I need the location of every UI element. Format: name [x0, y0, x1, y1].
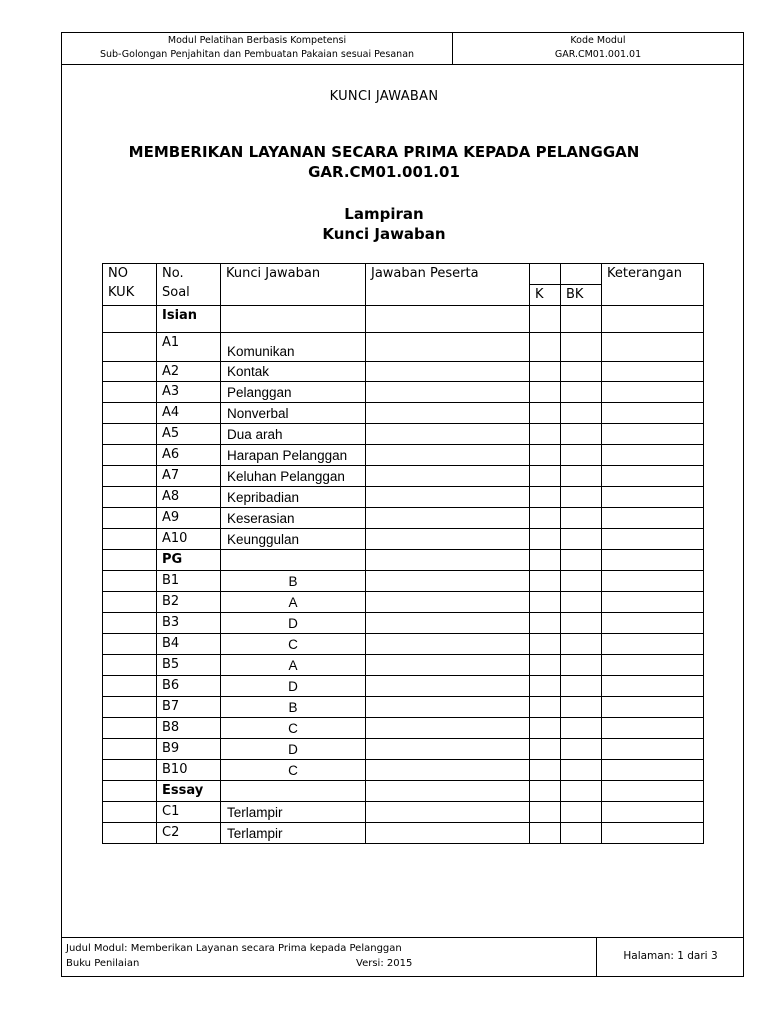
cell-keterangan [602, 306, 704, 333]
cell-bk [561, 676, 602, 697]
cell-keterangan [602, 424, 704, 445]
cell-peserta [366, 781, 530, 802]
cell-no-kuk [103, 697, 157, 718]
cell-no-soal: B7 [157, 697, 221, 718]
cell-keterangan [602, 445, 704, 466]
appendix-label: Lampiran [344, 205, 424, 223]
cell-bk [561, 508, 602, 529]
cell-bk [561, 802, 602, 823]
cell-keterangan [602, 802, 704, 823]
cell-k [530, 718, 561, 739]
col-header-keterangan: Keterangan [602, 264, 704, 306]
section-heading: KUNCI JAWABAN [329, 89, 439, 104]
cell-bk [561, 306, 602, 333]
cell-k [530, 802, 561, 823]
cell-k [530, 571, 561, 592]
table-row [103, 823, 704, 844]
cell-no-soal: PG [157, 550, 221, 571]
cell-no-kuk [103, 333, 157, 362]
cell-k [530, 466, 561, 487]
cell-keterangan [602, 823, 704, 844]
table-row [103, 655, 704, 676]
page-header [61, 32, 744, 65]
cell-kunci: Nonverbal [221, 403, 366, 424]
col-header-peserta: Jawaban Peserta [366, 264, 530, 306]
table-row [103, 802, 704, 823]
cell-peserta [366, 823, 530, 844]
cell-bk [561, 403, 602, 424]
table-row [103, 529, 704, 550]
cell-k [530, 529, 561, 550]
cell-peserta [366, 445, 530, 466]
cell-peserta [366, 613, 530, 634]
col-header-no-kuk [103, 264, 157, 306]
document-title-code: GAR.CM01.001.01 [308, 163, 460, 181]
cell-kunci: A [221, 655, 366, 676]
cell-kunci: Komunikan [221, 333, 366, 362]
table-row [103, 306, 704, 333]
cell-no-soal: B6 [157, 676, 221, 697]
col-header-k-top [530, 264, 561, 285]
cell-no-kuk [103, 823, 157, 844]
cell-kunci: D [221, 739, 366, 760]
cell-peserta [366, 550, 530, 571]
cell-peserta [366, 487, 530, 508]
cell-bk [561, 382, 602, 403]
cell-no-soal: A10 [157, 529, 221, 550]
cell-no-soal: B2 [157, 592, 221, 613]
cell-keterangan [602, 362, 704, 382]
cell-no-kuk [103, 306, 157, 333]
cell-keterangan [602, 634, 704, 655]
table-row [103, 508, 704, 529]
table-row [103, 445, 704, 466]
cell-bk [561, 592, 602, 613]
cell-peserta [366, 592, 530, 613]
cell-k [530, 592, 561, 613]
cell-keterangan [602, 571, 704, 592]
cell-k [530, 445, 561, 466]
table-header-row [103, 264, 704, 285]
table-row [103, 424, 704, 445]
table-row [103, 550, 704, 571]
cell-kunci [221, 306, 366, 333]
cell-no-kuk [103, 508, 157, 529]
header-module-title: Modul Pelatihan Berbasis Kompetensi [167, 35, 347, 46]
col-header-no-soal [157, 264, 221, 306]
cell-no-kuk [103, 445, 157, 466]
cell-k [530, 739, 561, 760]
cell-k [530, 760, 561, 781]
cell-keterangan [602, 550, 704, 571]
cell-kunci: Terlampir [221, 823, 366, 844]
cell-k [530, 781, 561, 802]
cell-kunci: C [221, 760, 366, 781]
cell-k [530, 550, 561, 571]
cell-no-kuk [103, 802, 157, 823]
cell-bk [561, 823, 602, 844]
cell-k [530, 823, 561, 844]
footer-page-number: Halaman: 1 dari 3 [623, 950, 718, 962]
cell-keterangan [602, 676, 704, 697]
cell-bk [561, 445, 602, 466]
cell-peserta [366, 382, 530, 403]
cell-no-kuk [103, 382, 157, 403]
header-module-info [62, 33, 453, 64]
cell-no-kuk [103, 592, 157, 613]
cell-peserta [366, 571, 530, 592]
table-row [103, 487, 704, 508]
cell-peserta [366, 655, 530, 676]
cell-no-soal: A1 [157, 333, 221, 362]
cell-no-soal: A6 [157, 445, 221, 466]
cell-peserta [366, 718, 530, 739]
col-header-bk: BK [561, 285, 602, 306]
cell-no-kuk [103, 362, 157, 382]
cell-kunci: Dua arah [221, 424, 366, 445]
document-title-line1: MEMBERIKAN LAYANAN SECARA PRIMA KEPADA PELANGGAN [128, 143, 640, 161]
cell-no-kuk [103, 466, 157, 487]
header-code-label: Kode Modul [570, 35, 626, 46]
cell-no-soal: B1 [157, 571, 221, 592]
cell-k [530, 403, 561, 424]
cell-no-kuk [103, 529, 157, 550]
cell-kunci: Harapan Pelanggan [221, 445, 366, 466]
cell-keterangan [602, 613, 704, 634]
cell-bk [561, 697, 602, 718]
cell-bk [561, 529, 602, 550]
cell-bk [561, 739, 602, 760]
cell-peserta [366, 760, 530, 781]
cell-keterangan [602, 718, 704, 739]
cell-bk [561, 634, 602, 655]
cell-no-soal: A3 [157, 382, 221, 403]
appendix-subtitle: Kunci Jawaban [322, 225, 446, 243]
cell-no-kuk [103, 718, 157, 739]
cell-peserta [366, 424, 530, 445]
cell-peserta [366, 802, 530, 823]
cell-k [530, 655, 561, 676]
cell-keterangan [602, 739, 704, 760]
cell-kunci: B [221, 697, 366, 718]
table-row [103, 362, 704, 382]
cell-no-soal: Isian [157, 306, 221, 333]
cell-no-kuk [103, 424, 157, 445]
cell-no-soal: B5 [157, 655, 221, 676]
cell-k [530, 424, 561, 445]
cell-kunci: A [221, 592, 366, 613]
cell-no-kuk [103, 655, 157, 676]
cell-peserta [366, 508, 530, 529]
cell-bk [561, 362, 602, 382]
cell-no-soal: B8 [157, 718, 221, 739]
cell-keterangan [602, 466, 704, 487]
table-row [103, 760, 704, 781]
col-header-k: K [530, 285, 561, 306]
table-row [103, 333, 704, 362]
header-module-code [453, 33, 743, 64]
cell-keterangan [602, 781, 704, 802]
table-row [103, 676, 704, 697]
cell-peserta [366, 739, 530, 760]
table-body [103, 306, 704, 844]
cell-peserta [366, 634, 530, 655]
cell-no-soal: C2 [157, 823, 221, 844]
cell-peserta [366, 697, 530, 718]
cell-peserta [366, 333, 530, 362]
col-header-no-label: No. [162, 266, 184, 281]
cell-kunci: B [221, 571, 366, 592]
col-header-soal-label: Soal [162, 285, 190, 300]
table-row [103, 571, 704, 592]
cell-no-soal: B9 [157, 739, 221, 760]
cell-keterangan [602, 487, 704, 508]
table-row [103, 697, 704, 718]
footer-book: Buku Penilaian [66, 958, 140, 969]
table-row [103, 739, 704, 760]
cell-k [530, 382, 561, 403]
cell-no-kuk [103, 760, 157, 781]
cell-no-kuk [103, 634, 157, 655]
col-header-kunci: Kunci Jawaban [221, 264, 366, 306]
cell-kunci: D [221, 613, 366, 634]
cell-no-soal: Essay [157, 781, 221, 802]
header-sub-group: Sub-Golongan Penjahitan dan Pembuatan Pakaian sesuai Pesanan [99, 49, 415, 60]
cell-bk [561, 655, 602, 676]
table-row [103, 634, 704, 655]
cell-no-kuk [103, 739, 157, 760]
col-header-no: NO [108, 266, 128, 281]
answer-key-table [102, 263, 704, 844]
cell-k [530, 508, 561, 529]
cell-k [530, 697, 561, 718]
cell-k [530, 613, 561, 634]
cell-no-soal: A9 [157, 508, 221, 529]
cell-bk [561, 550, 602, 571]
page-footer [61, 937, 744, 977]
cell-kunci [221, 781, 366, 802]
cell-no-soal: B3 [157, 613, 221, 634]
cell-no-kuk [103, 571, 157, 592]
cell-keterangan [602, 655, 704, 676]
cell-peserta [366, 676, 530, 697]
table-row [103, 592, 704, 613]
cell-keterangan [602, 529, 704, 550]
document-title [0, 142, 768, 182]
cell-no-soal: C1 [157, 802, 221, 823]
cell-no-kuk [103, 403, 157, 424]
cell-keterangan [602, 403, 704, 424]
cell-no-kuk [103, 487, 157, 508]
footer-version: Versi: 2015 [356, 958, 413, 969]
cell-k [530, 333, 561, 362]
cell-peserta [366, 466, 530, 487]
cell-no-soal: A4 [157, 403, 221, 424]
cell-bk [561, 487, 602, 508]
cell-kunci: Terlampir [221, 802, 366, 823]
table-row [103, 718, 704, 739]
cell-k [530, 306, 561, 333]
table-row [103, 403, 704, 424]
appendix-title [0, 204, 768, 244]
col-header-bk-top [561, 264, 602, 285]
table-row [103, 781, 704, 802]
cell-kunci: Kontak [221, 362, 366, 382]
cell-keterangan [602, 508, 704, 529]
cell-keterangan [602, 382, 704, 403]
cell-bk [561, 781, 602, 802]
cell-kunci [221, 550, 366, 571]
cell-kunci: D [221, 676, 366, 697]
cell-no-kuk [103, 550, 157, 571]
cell-kunci: C [221, 634, 366, 655]
cell-keterangan [602, 760, 704, 781]
cell-no-kuk [103, 613, 157, 634]
table-row [103, 466, 704, 487]
table-row [103, 382, 704, 403]
cell-keterangan [602, 592, 704, 613]
cell-k [530, 487, 561, 508]
cell-no-soal: A2 [157, 362, 221, 382]
cell-peserta [366, 362, 530, 382]
cell-peserta [366, 306, 530, 333]
cell-kunci: Keserasian [221, 508, 366, 529]
cell-k [530, 676, 561, 697]
cell-no-soal: A5 [157, 424, 221, 445]
cell-no-kuk [103, 676, 157, 697]
table-row [103, 613, 704, 634]
cell-peserta [366, 403, 530, 424]
cell-kunci: Keunggulan [221, 529, 366, 550]
cell-kunci: C [221, 718, 366, 739]
cell-kunci: Keluhan Pelanggan [221, 466, 366, 487]
cell-bk [561, 718, 602, 739]
cell-k [530, 634, 561, 655]
cell-peserta [366, 529, 530, 550]
cell-bk [561, 333, 602, 362]
cell-no-soal: A7 [157, 466, 221, 487]
cell-bk [561, 613, 602, 634]
cell-bk [561, 571, 602, 592]
cell-bk [561, 424, 602, 445]
cell-no-kuk [103, 781, 157, 802]
col-header-kuk: KUK [108, 285, 135, 300]
cell-bk [561, 466, 602, 487]
cell-no-soal: B4 [157, 634, 221, 655]
footer-info [61, 938, 597, 977]
cell-keterangan [602, 697, 704, 718]
cell-bk [561, 760, 602, 781]
cell-kunci: Pelanggan [221, 382, 366, 403]
header-code-value: GAR.CM01.001.01 [554, 49, 642, 60]
footer-module-title: Judul Modul: Memberikan Layanan secara Prima kepada Pelanggan [66, 943, 402, 954]
cell-keterangan [602, 333, 704, 362]
cell-no-soal: A8 [157, 487, 221, 508]
cell-k [530, 362, 561, 382]
cell-no-soal: B10 [157, 760, 221, 781]
cell-kunci: Kepribadian [221, 487, 366, 508]
